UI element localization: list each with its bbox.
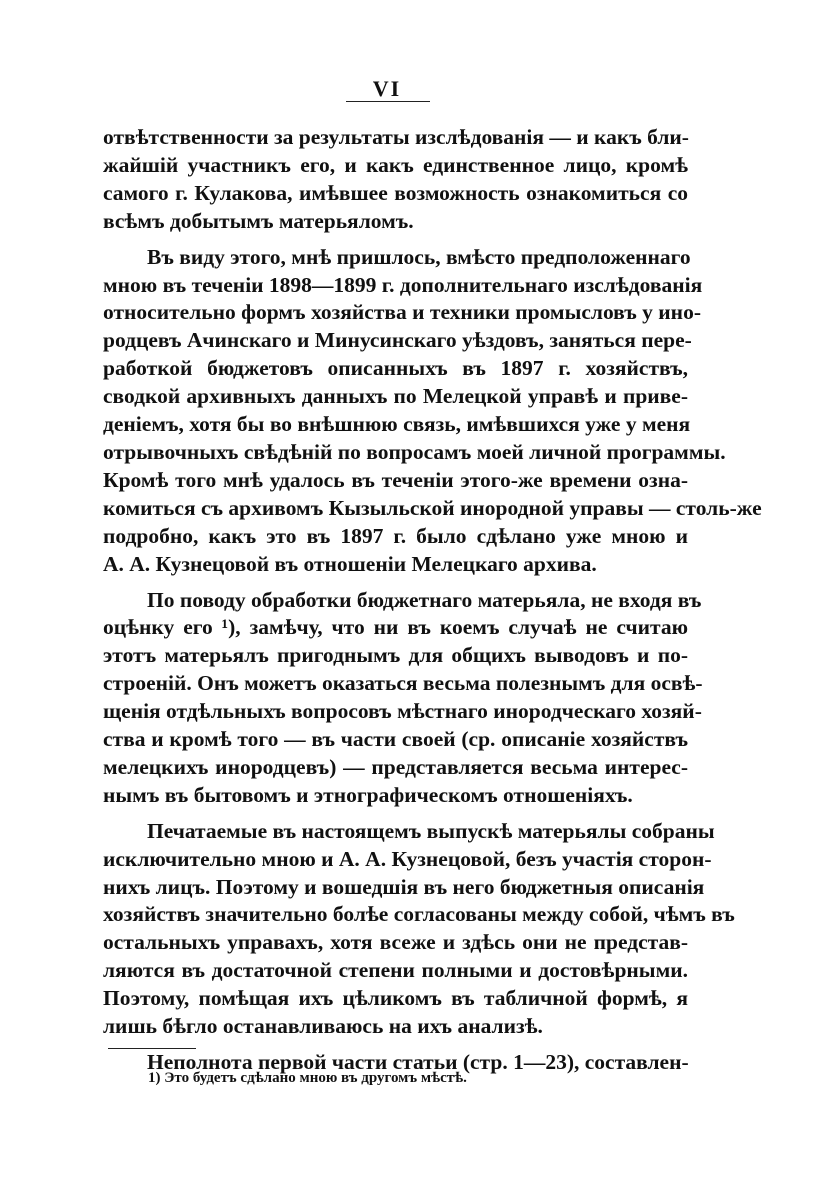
text-line: исключительно мною и А. А. Кузнецовой, безъ участія сторон- (103, 846, 712, 871)
text-line: подробно, какъ это въ 1897 г. было сдѣлано уже мною и (103, 523, 688, 548)
text-line: жайшій участникъ его, и какъ единственное лицо, кромѣ (103, 152, 688, 177)
text-line: мелецкихъ инородцевъ) — представляется весьма интерес- (103, 754, 688, 779)
footnote: 1) Это будетъ сдѣлано мною въ другомъ мѣстѣ. (148, 1070, 467, 1086)
text-line: строеній. Онъ можетъ оказаться весьма полезнымъ для освѣ- (103, 671, 703, 696)
text-line: отрывочныхъ свѣдѣній по вопросамъ моей личной программы. (103, 439, 726, 464)
text-line: самого г. Кулакова, имѣвшее возможность ознакомиться со (103, 180, 688, 205)
text-line: оцѣнку его ¹), замѣчу, что ни въ коемъ случаѣ не считаю (103, 615, 688, 640)
text-line: сводкой архивныхъ данныхъ по Мелецкой управѣ и приве- (103, 384, 688, 409)
text-line: Неполнота первой части статьи (стр. 1—23), составлен- (147, 1050, 689, 1074)
text-line: относительно формъ хозяйства и техники промысловъ у ино- (103, 300, 701, 325)
text-line: нихъ лицъ. Поэтому и вошедшія въ него бюджетныя описанія (103, 874, 705, 899)
text-line: ства и кромѣ того — въ части своей (ср. описаніе хозяйствъ (103, 727, 688, 752)
footnote-rule (108, 1048, 196, 1049)
page-header (345, 76, 429, 102)
text-line: мною въ теченіи 1898—1899 г. дополнительнаго изслѣдованія (103, 272, 703, 297)
paragraph-gap (103, 810, 688, 818)
text-line: лишь бѣгло останавливаюсь на ихъ анализѣ. (103, 1014, 543, 1039)
text-line: остальныхъ управахъ, хотя всеже и здѣсь они не представ- (103, 930, 688, 955)
text-line: всѣмъ добытымъ матерьяломъ. (103, 208, 414, 233)
text-line: хозяйствъ значительно болѣе согласованы между собой, чѣмъ въ (103, 902, 735, 927)
text-line: По поводу обработки бюджетнаго матерьяла, не входя въ (147, 587, 702, 612)
text-line: нымъ въ бытовомъ и этнографическомъ отношеніяхъ. (103, 782, 633, 807)
page-number: VI (372, 76, 402, 101)
paragraph (103, 587, 703, 810)
text-line: отвѣтственности за результаты изслѣдованія — и какъ бли- (103, 125, 689, 149)
body-text (103, 124, 762, 1077)
text-line: Въ виду этого, мнѣ пришлось, вмѣсто предположеннаго (147, 244, 691, 269)
text-line: деніемъ, хотя бы во внѣшнюю связь, имѣвшихся уже у меня (103, 412, 691, 437)
text-line: щенія отдѣльныхъ вопросовъ мѣстнаго инородческаго хозяй- (103, 699, 702, 724)
paragraph-gap (103, 236, 688, 244)
text-line: родцевъ Ачинскаго и Минусинскаго уѣздовъ, заняться пере- (103, 328, 692, 353)
paragraph (103, 124, 688, 236)
text-line: работкой бюджетовъ описанныхъ въ 1897 г. хозяйствъ, (103, 356, 688, 381)
text-line: А. А. Кузнецовой въ отношеніи Мелецкаго архива. (103, 551, 597, 576)
paragraph (103, 818, 735, 1041)
header-rule (346, 101, 430, 102)
text-line: Печатаемые въ настоящемъ выпускѣ матерьялы собраны (147, 818, 715, 843)
text-line: ляются въ достаточной степени полными и достовѣрными. (103, 958, 688, 983)
paragraph (103, 244, 762, 579)
text-line: Кромѣ того мнѣ удалось въ теченіи этого-же времени озна- (103, 467, 688, 492)
text-line: Поэтому, помѣщая ихъ цѣликомъ въ табличной формѣ, я (103, 986, 688, 1011)
paragraph-gap (103, 579, 688, 587)
text-line: этотъ матерьялъ пригоднымъ для общихъ выводовъ и по- (103, 643, 688, 668)
text-line: комиться съ архивомъ Кызыльской инородной управы — столь-же (103, 495, 762, 520)
